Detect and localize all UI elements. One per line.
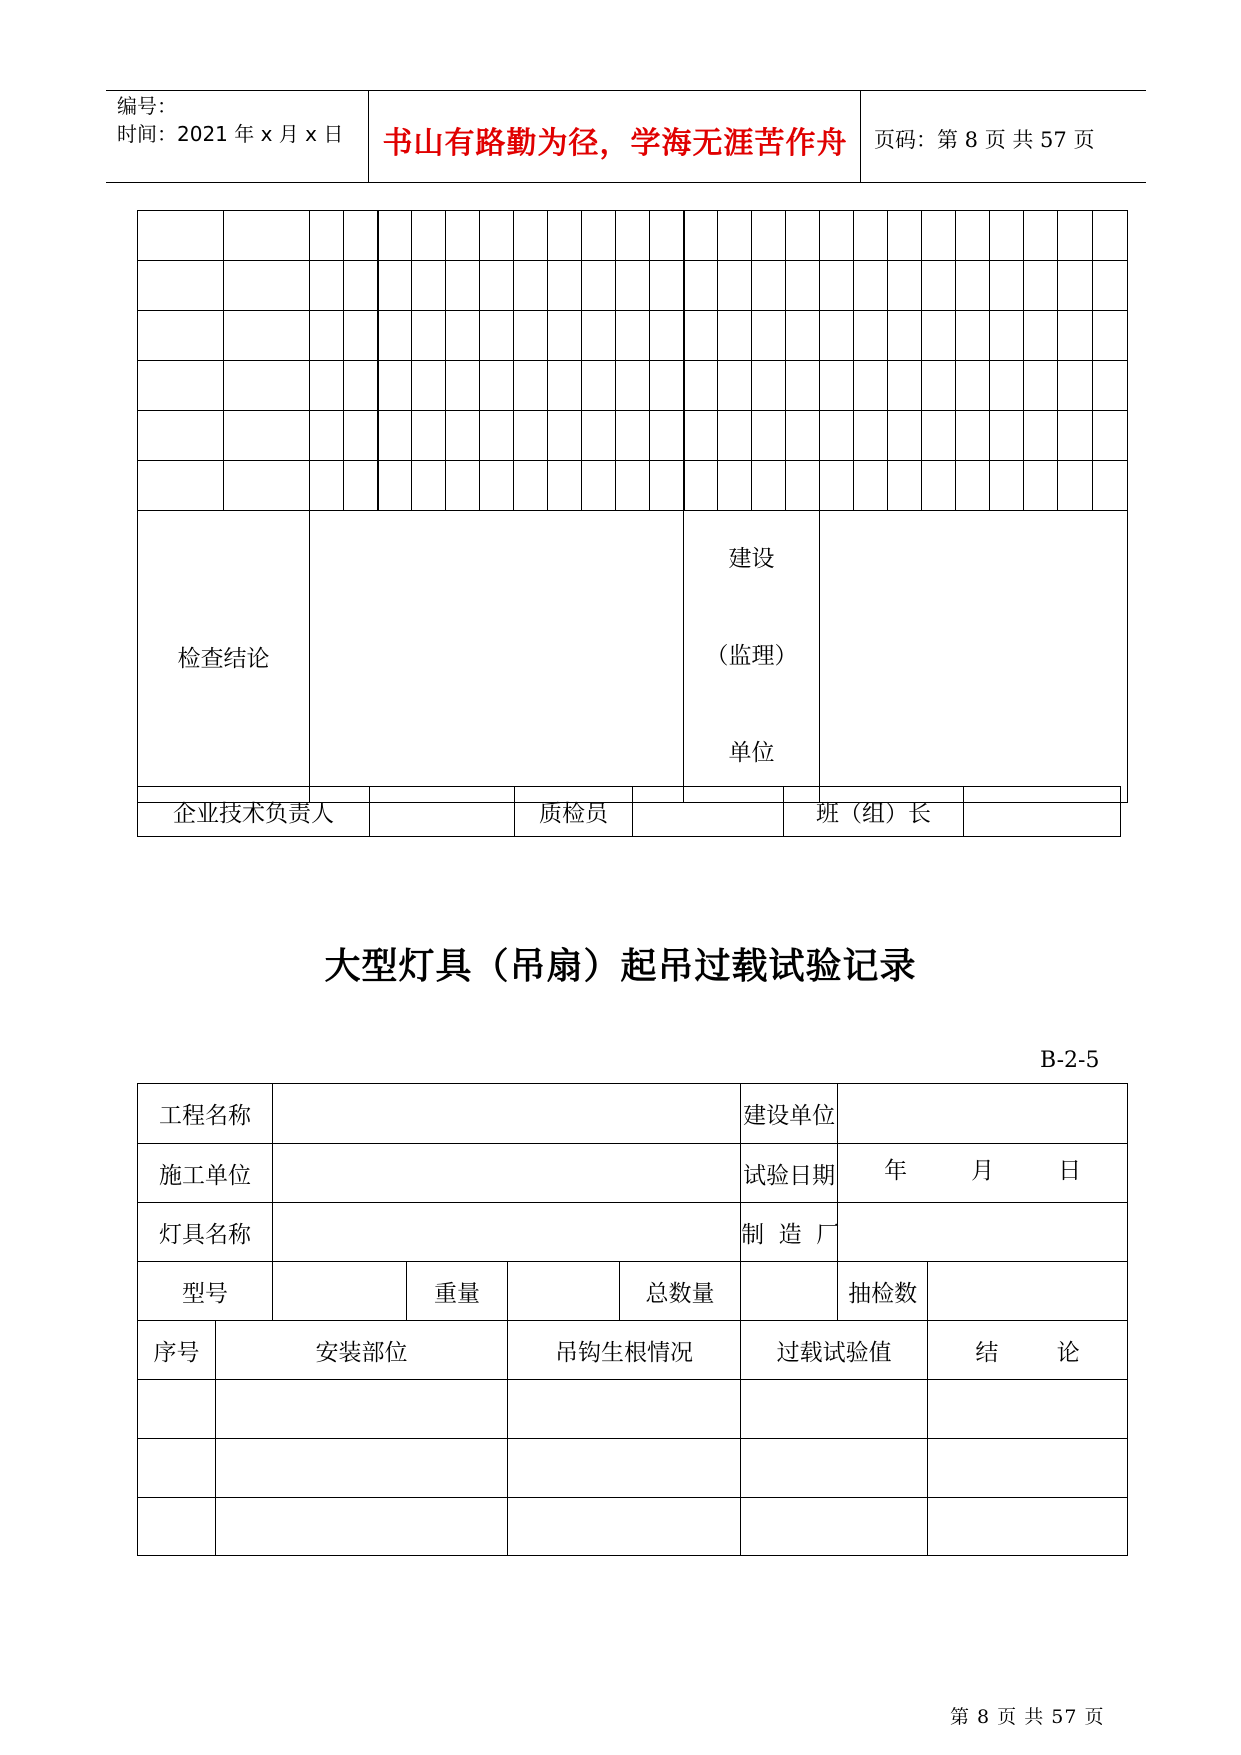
project-name-field[interactable] — [273, 1084, 741, 1144]
grid-cell[interactable] — [344, 211, 378, 261]
grid-cell[interactable] — [1093, 411, 1128, 461]
document-time-label: 时间：2021 年 x 月 x 日 — [117, 122, 344, 146]
grid-cell[interactable] — [1093, 311, 1128, 361]
overload-test-table — [137, 1083, 1128, 1556]
grid-cell[interactable] — [616, 311, 650, 361]
grid-cell[interactable] — [344, 261, 378, 311]
grid-cell[interactable] — [310, 411, 344, 461]
grid-cell[interactable] — [446, 261, 480, 311]
grid-cell[interactable] — [718, 311, 752, 361]
grid-cell[interactable] — [786, 361, 820, 411]
grid-cell[interactable] — [1058, 311, 1093, 361]
grid-cell[interactable] — [224, 211, 310, 261]
grid-cell[interactable] — [854, 361, 888, 411]
cell-seq[interactable] — [138, 1439, 216, 1498]
team-lead-label: 班（组）长 — [784, 787, 964, 837]
grid-cell[interactable] — [582, 461, 616, 511]
grid-cell[interactable] — [990, 411, 1024, 461]
cell-seq[interactable] — [138, 1380, 216, 1439]
weight-label: 重量 — [407, 1262, 508, 1321]
grid-cell[interactable] — [820, 361, 854, 411]
row-project — [138, 1084, 1128, 1144]
grid-cell[interactable] — [224, 411, 310, 461]
grid-row — [138, 211, 1128, 261]
grid-cell[interactable] — [752, 211, 786, 261]
grid-cell[interactable] — [922, 211, 956, 261]
grid-cell[interactable] — [344, 361, 378, 411]
grid-cell[interactable] — [718, 361, 752, 411]
grid-cell[interactable] — [1024, 211, 1058, 261]
grid-cell[interactable] — [1058, 461, 1093, 511]
grid-cell[interactable] — [1058, 411, 1093, 461]
grid-cell[interactable] — [786, 211, 820, 261]
fixture-name-field[interactable] — [273, 1203, 741, 1262]
grid-cell[interactable] — [310, 211, 344, 261]
grid-cell[interactable] — [1024, 461, 1058, 511]
cell-conclusion[interactable] — [928, 1439, 1128, 1498]
grid-cell[interactable] — [718, 461, 752, 511]
grid-cell[interactable] — [820, 261, 854, 311]
grid-cell[interactable] — [922, 261, 956, 311]
grid-cell[interactable] — [854, 261, 888, 311]
team-lead-field[interactable] — [964, 787, 1121, 837]
grid-cell[interactable] — [1024, 311, 1058, 361]
model-field[interactable] — [273, 1262, 407, 1321]
grid-cell[interactable] — [888, 411, 922, 461]
grid-cell[interactable] — [514, 461, 548, 511]
grid-cell[interactable] — [922, 361, 956, 411]
grid-cell[interactable] — [224, 311, 310, 361]
grid-cell[interactable] — [684, 411, 718, 461]
row-fixture — [138, 1203, 1128, 1262]
grid-row — [138, 361, 1128, 411]
construction-unit-label: 建设单位 — [741, 1084, 838, 1144]
grid-cell[interactable] — [752, 411, 786, 461]
col-location-header: 安装部位 — [216, 1321, 508, 1380]
sample-qty-field[interactable] — [928, 1262, 1128, 1321]
grid-cell[interactable] — [1093, 261, 1128, 311]
grid-cell[interactable] — [548, 361, 582, 411]
grid-cell[interactable] — [752, 361, 786, 411]
header-page-number: 页码：第 8 页 共 57 页 — [874, 128, 1095, 152]
grid-cell[interactable] — [650, 361, 684, 411]
grid-cell[interactable] — [616, 261, 650, 311]
col-conclusion-header: 结 论 — [928, 1321, 1128, 1380]
grid-cell[interactable] — [752, 461, 786, 511]
inspector-label: 质检员 — [515, 787, 633, 837]
grid-cell[interactable] — [224, 461, 310, 511]
grid-cell[interactable] — [480, 361, 514, 411]
grid-cell[interactable] — [786, 261, 820, 311]
construction-unit-field[interactable] — [838, 1084, 1128, 1144]
grid-footer-body — [138, 511, 1128, 803]
col-seq-header: 序号 — [138, 1321, 216, 1380]
grid-cell[interactable] — [684, 211, 718, 261]
grid-cell[interactable] — [820, 461, 854, 511]
grid-cell[interactable] — [548, 411, 582, 461]
supervision-unit-content[interactable] — [820, 511, 1128, 803]
grid-cell[interactable] — [378, 411, 412, 461]
cell-overload[interactable] — [741, 1439, 928, 1498]
grid-cell[interactable] — [514, 261, 548, 311]
grid-cell[interactable] — [854, 461, 888, 511]
grid-cell[interactable] — [922, 411, 956, 461]
grid-cell[interactable] — [990, 461, 1024, 511]
grid-cell[interactable] — [1093, 211, 1128, 261]
grid-cell[interactable] — [786, 411, 820, 461]
grid-cell[interactable] — [412, 411, 446, 461]
grid-cell[interactable] — [650, 461, 684, 511]
grid-row — [138, 411, 1128, 461]
grid-row — [138, 461, 1128, 511]
grid-cell[interactable] — [1024, 261, 1058, 311]
grid-cell[interactable] — [956, 411, 990, 461]
grid-cell[interactable] — [718, 211, 752, 261]
header-bottom-rule — [106, 182, 1146, 183]
grid-cell[interactable] — [1024, 411, 1058, 461]
cell-overload[interactable] — [741, 1380, 928, 1439]
grid-cell[interactable] — [786, 461, 820, 511]
grid-cell[interactable] — [854, 211, 888, 261]
grid-cell[interactable] — [224, 261, 310, 311]
grid-cell[interactable] — [480, 261, 514, 311]
cell-overload[interactable] — [741, 1498, 928, 1556]
grid-cell[interactable] — [684, 361, 718, 411]
cell-hook[interactable] — [508, 1380, 741, 1439]
grid-cell[interactable] — [888, 311, 922, 361]
grid-cell[interactable] — [820, 211, 854, 261]
tech-lead-label: 企业技术负责人 — [138, 787, 370, 837]
table-row — [138, 1380, 1128, 1439]
grid-cell[interactable] — [888, 461, 922, 511]
cell-conclusion[interactable] — [928, 1498, 1128, 1556]
conclusion-label: 检查结论 — [138, 511, 310, 803]
inspector-field[interactable] — [633, 787, 784, 837]
project-name-label: 工程名称 — [138, 1084, 273, 1144]
form-title: 大型灯具（吊扇）起吊过载试验记录 — [324, 945, 917, 987]
grid-cell[interactable] — [138, 311, 224, 361]
grid-cell[interactable] — [344, 311, 378, 361]
tech-lead-field[interactable] — [370, 787, 515, 837]
grid-cell[interactable] — [412, 211, 446, 261]
grid-cell[interactable] — [138, 261, 224, 311]
signature-table — [137, 786, 1121, 837]
grid-cell[interactable] — [752, 261, 786, 311]
grid-cell[interactable] — [138, 361, 224, 411]
grid-cell[interactable] — [1093, 361, 1128, 411]
grid-cell[interactable] — [582, 261, 616, 311]
grid-cell[interactable] — [820, 411, 854, 461]
grid-cell[interactable] — [344, 411, 378, 461]
grid-cell[interactable] — [854, 311, 888, 361]
grid-cell[interactable] — [446, 311, 480, 361]
model-label: 型号 — [138, 1262, 273, 1321]
grid-cell[interactable] — [310, 361, 344, 411]
grid-cell[interactable] — [548, 311, 582, 361]
inspection-grid-table — [137, 210, 1128, 803]
grid-cell[interactable] — [582, 211, 616, 261]
header-divider-right — [860, 90, 861, 183]
test-date-label: 试验日期 — [741, 1144, 838, 1203]
grid-cell[interactable] — [344, 461, 378, 511]
grid-cell[interactable] — [616, 411, 650, 461]
grid-cell[interactable] — [718, 261, 752, 311]
grid-cell[interactable] — [412, 361, 446, 411]
total-qty-label: 总数量 — [620, 1262, 741, 1321]
grid-cell[interactable] — [990, 361, 1024, 411]
manufacturer-field[interactable] — [838, 1203, 1128, 1262]
cell-hook[interactable] — [508, 1439, 741, 1498]
grid-cell[interactable] — [650, 411, 684, 461]
grid-cell[interactable] — [888, 261, 922, 311]
grid-cell[interactable] — [854, 411, 888, 461]
grid-cell[interactable] — [1058, 211, 1093, 261]
grid-cell[interactable] — [138, 411, 224, 461]
builder-label: 施工单位 — [138, 1144, 273, 1203]
signature-row — [138, 787, 1121, 837]
grid-cell[interactable] — [820, 311, 854, 361]
grid-cell[interactable] — [446, 211, 480, 261]
grid-cell[interactable] — [650, 261, 684, 311]
grid-cell[interactable] — [310, 311, 344, 361]
grid-cell[interactable] — [412, 261, 446, 311]
weight-field[interactable] — [508, 1262, 620, 1321]
grid-cell[interactable] — [684, 261, 718, 311]
grid-cell[interactable] — [514, 411, 548, 461]
grid-cell[interactable] — [684, 311, 718, 361]
grid-cell[interactable] — [616, 211, 650, 261]
footer-page-number: 第 8 页 共 57 页 — [950, 1706, 1105, 1728]
grid-cell[interactable] — [888, 361, 922, 411]
grid-cell[interactable] — [378, 311, 412, 361]
header-motto: 书山有路勤为径，学海无涯苦作舟 — [382, 126, 848, 161]
grid-cell[interactable] — [548, 211, 582, 261]
grid-cell[interactable] — [446, 461, 480, 511]
grid-cell[interactable] — [956, 311, 990, 361]
table-row — [138, 1498, 1128, 1556]
cell-location[interactable] — [216, 1439, 508, 1498]
grid-cell[interactable] — [718, 411, 752, 461]
grid-cell[interactable] — [412, 311, 446, 361]
grid-cell[interactable] — [224, 361, 310, 411]
grid-cell[interactable] — [582, 311, 616, 361]
cell-conclusion[interactable] — [928, 1380, 1128, 1439]
grid-cell[interactable] — [922, 311, 956, 361]
grid-body — [138, 211, 1128, 511]
form-code: B-2-5 — [1040, 1048, 1100, 1073]
grid-cell[interactable] — [990, 261, 1024, 311]
grid-cell[interactable] — [378, 461, 412, 511]
cell-seq[interactable] — [138, 1498, 216, 1556]
grid-cell[interactable] — [1058, 261, 1093, 311]
grid-cell[interactable] — [650, 211, 684, 261]
supervision-unit-label: 建设 （监理） 单位 — [684, 511, 820, 803]
grid-cell[interactable] — [1093, 461, 1128, 511]
conclusion-content[interactable] — [310, 511, 684, 803]
cell-location[interactable] — [216, 1380, 508, 1439]
grid-cell[interactable] — [616, 461, 650, 511]
grid-cell[interactable] — [138, 211, 224, 261]
cell-hook[interactable] — [508, 1498, 741, 1556]
grid-cell[interactable] — [888, 211, 922, 261]
cell-location[interactable] — [216, 1498, 508, 1556]
grid-cell[interactable] — [956, 211, 990, 261]
grid-cell[interactable] — [684, 461, 718, 511]
grid-cell[interactable] — [412, 461, 446, 511]
grid-cell[interactable] — [922, 461, 956, 511]
header-divider-left — [368, 90, 369, 183]
col-overload-header: 过载试验值 — [741, 1321, 928, 1380]
grid-cell[interactable] — [480, 461, 514, 511]
grid-cell[interactable] — [548, 461, 582, 511]
grid-cell[interactable] — [956, 461, 990, 511]
grid-cell[interactable] — [582, 361, 616, 411]
sample-qty-label: 抽检数 — [838, 1262, 928, 1321]
total-qty-field[interactable] — [741, 1262, 838, 1321]
grid-cell[interactable] — [616, 361, 650, 411]
builder-field[interactable] — [273, 1144, 741, 1203]
grid-cell[interactable] — [514, 211, 548, 261]
grid-cell[interactable] — [990, 311, 1024, 361]
test-date-field[interactable]: 年 月 日 — [838, 1144, 1128, 1203]
grid-cell[interactable] — [990, 211, 1024, 261]
grid-cell[interactable] — [582, 411, 616, 461]
grid-cell[interactable] — [378, 361, 412, 411]
grid-row — [138, 261, 1128, 311]
document-number-label: 编号： — [117, 94, 177, 118]
grid-cell[interactable] — [650, 311, 684, 361]
header-top-rule — [106, 90, 1146, 91]
grid-cell[interactable] — [480, 311, 514, 361]
conclusion-row — [138, 511, 1128, 803]
grid-cell[interactable] — [1024, 361, 1058, 411]
grid-cell[interactable] — [378, 211, 412, 261]
grid-cell[interactable] — [480, 211, 514, 261]
row-quantities — [138, 1262, 1128, 1321]
grid-cell[interactable] — [956, 261, 990, 311]
grid-cell[interactable] — [378, 261, 412, 311]
grid-cell[interactable] — [786, 311, 820, 361]
header-meta — [117, 92, 343, 148]
manufacturer-label: 制 造 厂 — [741, 1203, 838, 1262]
grid-cell[interactable] — [956, 361, 990, 411]
grid-cell[interactable] — [138, 461, 224, 511]
grid-cell[interactable] — [310, 261, 344, 311]
col-hook-header: 吊钩生根情况 — [508, 1321, 741, 1380]
grid-row — [138, 311, 1128, 361]
grid-cell[interactable] — [446, 361, 480, 411]
grid-cell[interactable] — [548, 261, 582, 311]
row-builder — [138, 1144, 1128, 1203]
grid-cell[interactable] — [514, 311, 548, 361]
grid-cell[interactable] — [752, 311, 786, 361]
table-row — [138, 1439, 1128, 1498]
fixture-name-label: 灯具名称 — [138, 1203, 273, 1262]
grid-cell[interactable] — [310, 461, 344, 511]
grid-cell[interactable] — [480, 411, 514, 461]
column-header-row — [138, 1321, 1128, 1380]
grid-cell[interactable] — [446, 411, 480, 461]
grid-cell[interactable] — [514, 361, 548, 411]
grid-cell[interactable] — [1058, 361, 1093, 411]
